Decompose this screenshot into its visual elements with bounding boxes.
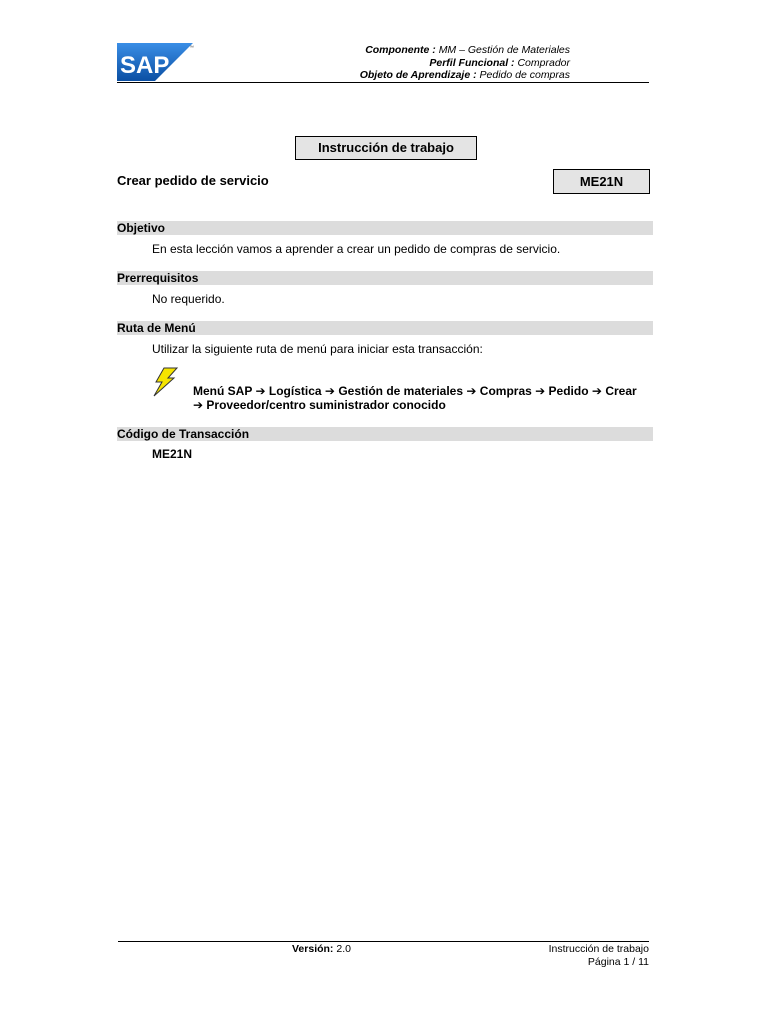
menu-path-step: Crear	[605, 384, 637, 398]
tcode-text: ME21N	[152, 447, 193, 461]
objective-text: En esta lección vamos a aprender a crear un pedido de compras de servicio.	[152, 242, 561, 256]
menu-path-step: Logística	[268, 384, 322, 398]
doc-type-box: Instrucción de trabajo	[295, 136, 477, 160]
logo-text: SAP	[120, 52, 170, 79]
menu-path-step: Menú SAP	[193, 384, 253, 398]
menu-path	[193, 384, 653, 412]
menu-path-step: Pedido	[548, 384, 589, 398]
profile-row: Perfil Funcional : Comprador	[429, 56, 570, 69]
menu-path-step: Gestión de materiales	[338, 384, 464, 398]
object-row: Objeto de Aprendizaje : Pedido de compras	[359, 69, 570, 81]
footer-doc-type: Instrucción de trabajo	[548, 943, 649, 955]
arrow-icon: ➔	[255, 384, 266, 398]
section-prereq-heading: Prerrequisitos	[117, 271, 653, 285]
arrow-icon: ➔	[535, 384, 546, 398]
footer-page-number: Página 1 / 11	[587, 955, 649, 968]
arrow-icon: ➔	[591, 384, 602, 398]
sap-logo	[117, 43, 197, 81]
header-divider	[117, 82, 649, 83]
section-menu-heading: Ruta de Menú	[117, 321, 653, 335]
component-row: Componente : MM – Gestión de Materiales	[365, 44, 570, 56]
arrow-icon: ➔	[466, 384, 477, 398]
footer-divider	[118, 941, 649, 942]
menu-path-step: Proveedor/centro suministrador conocido	[206, 398, 446, 412]
lightning-icon	[150, 367, 180, 397]
svg-text:™: ™	[189, 45, 194, 51]
menu-path-step: Compras	[479, 384, 532, 398]
arrow-icon: ➔	[324, 384, 335, 398]
footer-info	[480, 943, 649, 968]
arrow-icon: ➔	[193, 398, 204, 412]
menu-route-text: Utilizar la siguiente ruta de menú para iniciar esta transacción:	[152, 342, 483, 356]
page-title: Crear pedido de servicio	[117, 173, 269, 188]
tcode-box: ME21N	[553, 169, 650, 194]
prereq-text: No requerido.	[152, 292, 225, 306]
footer-version: Versión: 2.0	[292, 943, 351, 955]
section-tcode-heading: Código de Transacción	[117, 427, 653, 441]
section-objective-heading: Objetivo	[117, 221, 653, 235]
header-meta	[250, 44, 648, 82]
